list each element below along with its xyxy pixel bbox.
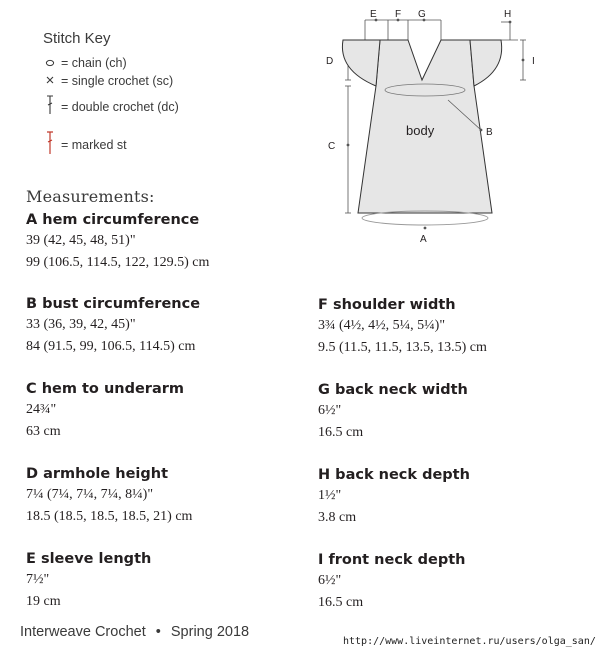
measurement-d xyxy=(26,464,192,528)
oval-icon xyxy=(44,56,56,70)
bullet-separator: • xyxy=(155,624,161,640)
key-item-chain xyxy=(44,56,127,70)
measurement-metric: 63 cm xyxy=(26,424,61,439)
measurement-metric: 3.8 cm xyxy=(318,510,357,525)
marked-dc-icon xyxy=(44,130,56,159)
measurement-imperial: 6½" xyxy=(318,573,342,588)
measurement-i xyxy=(318,550,465,614)
measurement-h xyxy=(318,465,470,529)
issue-name: Spring 2018 xyxy=(170,624,250,640)
label-f: F xyxy=(395,9,402,20)
label-b: B xyxy=(486,127,493,138)
label-h: H xyxy=(504,9,512,20)
page-footer xyxy=(20,624,249,640)
label-c: C xyxy=(328,141,336,152)
measurement-metric: 16.5 cm xyxy=(318,595,364,610)
measurement-metric: 19 cm xyxy=(26,594,61,609)
key-item-label: = double crochet (dc) xyxy=(61,99,179,114)
measurement-label: E sleeve length xyxy=(26,551,152,567)
stitch-key-title: Stitch Key xyxy=(43,30,111,47)
measurement-label: F shoulder width xyxy=(318,297,456,313)
measurement-metric: 16.5 cm xyxy=(318,425,364,440)
measurement-imperial: 6½" xyxy=(318,403,342,418)
key-item-dc xyxy=(44,94,179,119)
measurement-g xyxy=(318,380,468,444)
key-item-label: = chain (ch) xyxy=(61,56,127,70)
measurement-a xyxy=(26,210,209,274)
measurement-imperial: 33 (36, 39, 42, 45)" xyxy=(26,317,136,332)
measurement-e xyxy=(26,549,151,613)
publication-name: Interweave Crochet xyxy=(20,624,146,640)
measurement-imperial: 1½" xyxy=(318,488,342,503)
measurement-metric: 18.5 (18.5, 18.5, 18.5, 21) cm xyxy=(26,509,193,524)
x-icon xyxy=(44,74,56,88)
measurement-imperial: 7¼ (7¼, 7¼, 7¼, 8¼)" xyxy=(26,487,154,502)
label-d: D xyxy=(326,56,334,67)
key-item-label: = single crochet (sc) xyxy=(61,74,174,88)
key-item-label: = marked st xyxy=(61,137,127,152)
measurement-label: H back neck depth xyxy=(318,467,470,483)
measurement-c xyxy=(26,379,184,443)
garment-schematic xyxy=(318,0,548,250)
measurement-imperial: 39 (42, 45, 48, 51)" xyxy=(26,233,136,248)
measurement-imperial: 7½" xyxy=(26,572,50,587)
measurement-label: C hem to underarm xyxy=(26,381,184,397)
measurement-imperial: 24¾" xyxy=(26,402,57,417)
dc-icon xyxy=(44,94,56,119)
label-e: E xyxy=(370,9,377,20)
key-item-marked xyxy=(44,130,127,159)
measurement-metric: 9.5 (11.5, 11.5, 13.5, 13.5) cm xyxy=(318,340,487,355)
label-i: I xyxy=(532,56,535,67)
measurement-label: A hem circumference xyxy=(26,212,200,228)
measurement-metric: 84 (91.5, 99, 106.5, 114.5) cm xyxy=(26,339,196,354)
right-sleeve xyxy=(470,40,502,86)
measurement-imperial: 3¾ (4½, 4½, 5¼, 5¼)" xyxy=(318,318,446,333)
measurement-b xyxy=(26,294,200,358)
label-a: A xyxy=(420,234,427,245)
measurement-f xyxy=(318,295,487,359)
measurement-label: B bust circumference xyxy=(26,296,201,312)
label-g: G xyxy=(418,9,426,20)
measurement-label: G back neck width xyxy=(318,382,468,398)
measurement-label: I front neck depth xyxy=(318,552,466,568)
measurement-metric: 99 (106.5, 114.5, 122, 129.5) cm xyxy=(26,255,210,270)
key-item-sc xyxy=(44,74,173,88)
body-label: body xyxy=(406,123,435,138)
measurements-title: Measurements: xyxy=(26,187,155,206)
measurement-label: D armhole height xyxy=(26,466,169,482)
watermark-url: http://www.liveinternet.ru/users/olga_san/ xyxy=(343,636,596,647)
